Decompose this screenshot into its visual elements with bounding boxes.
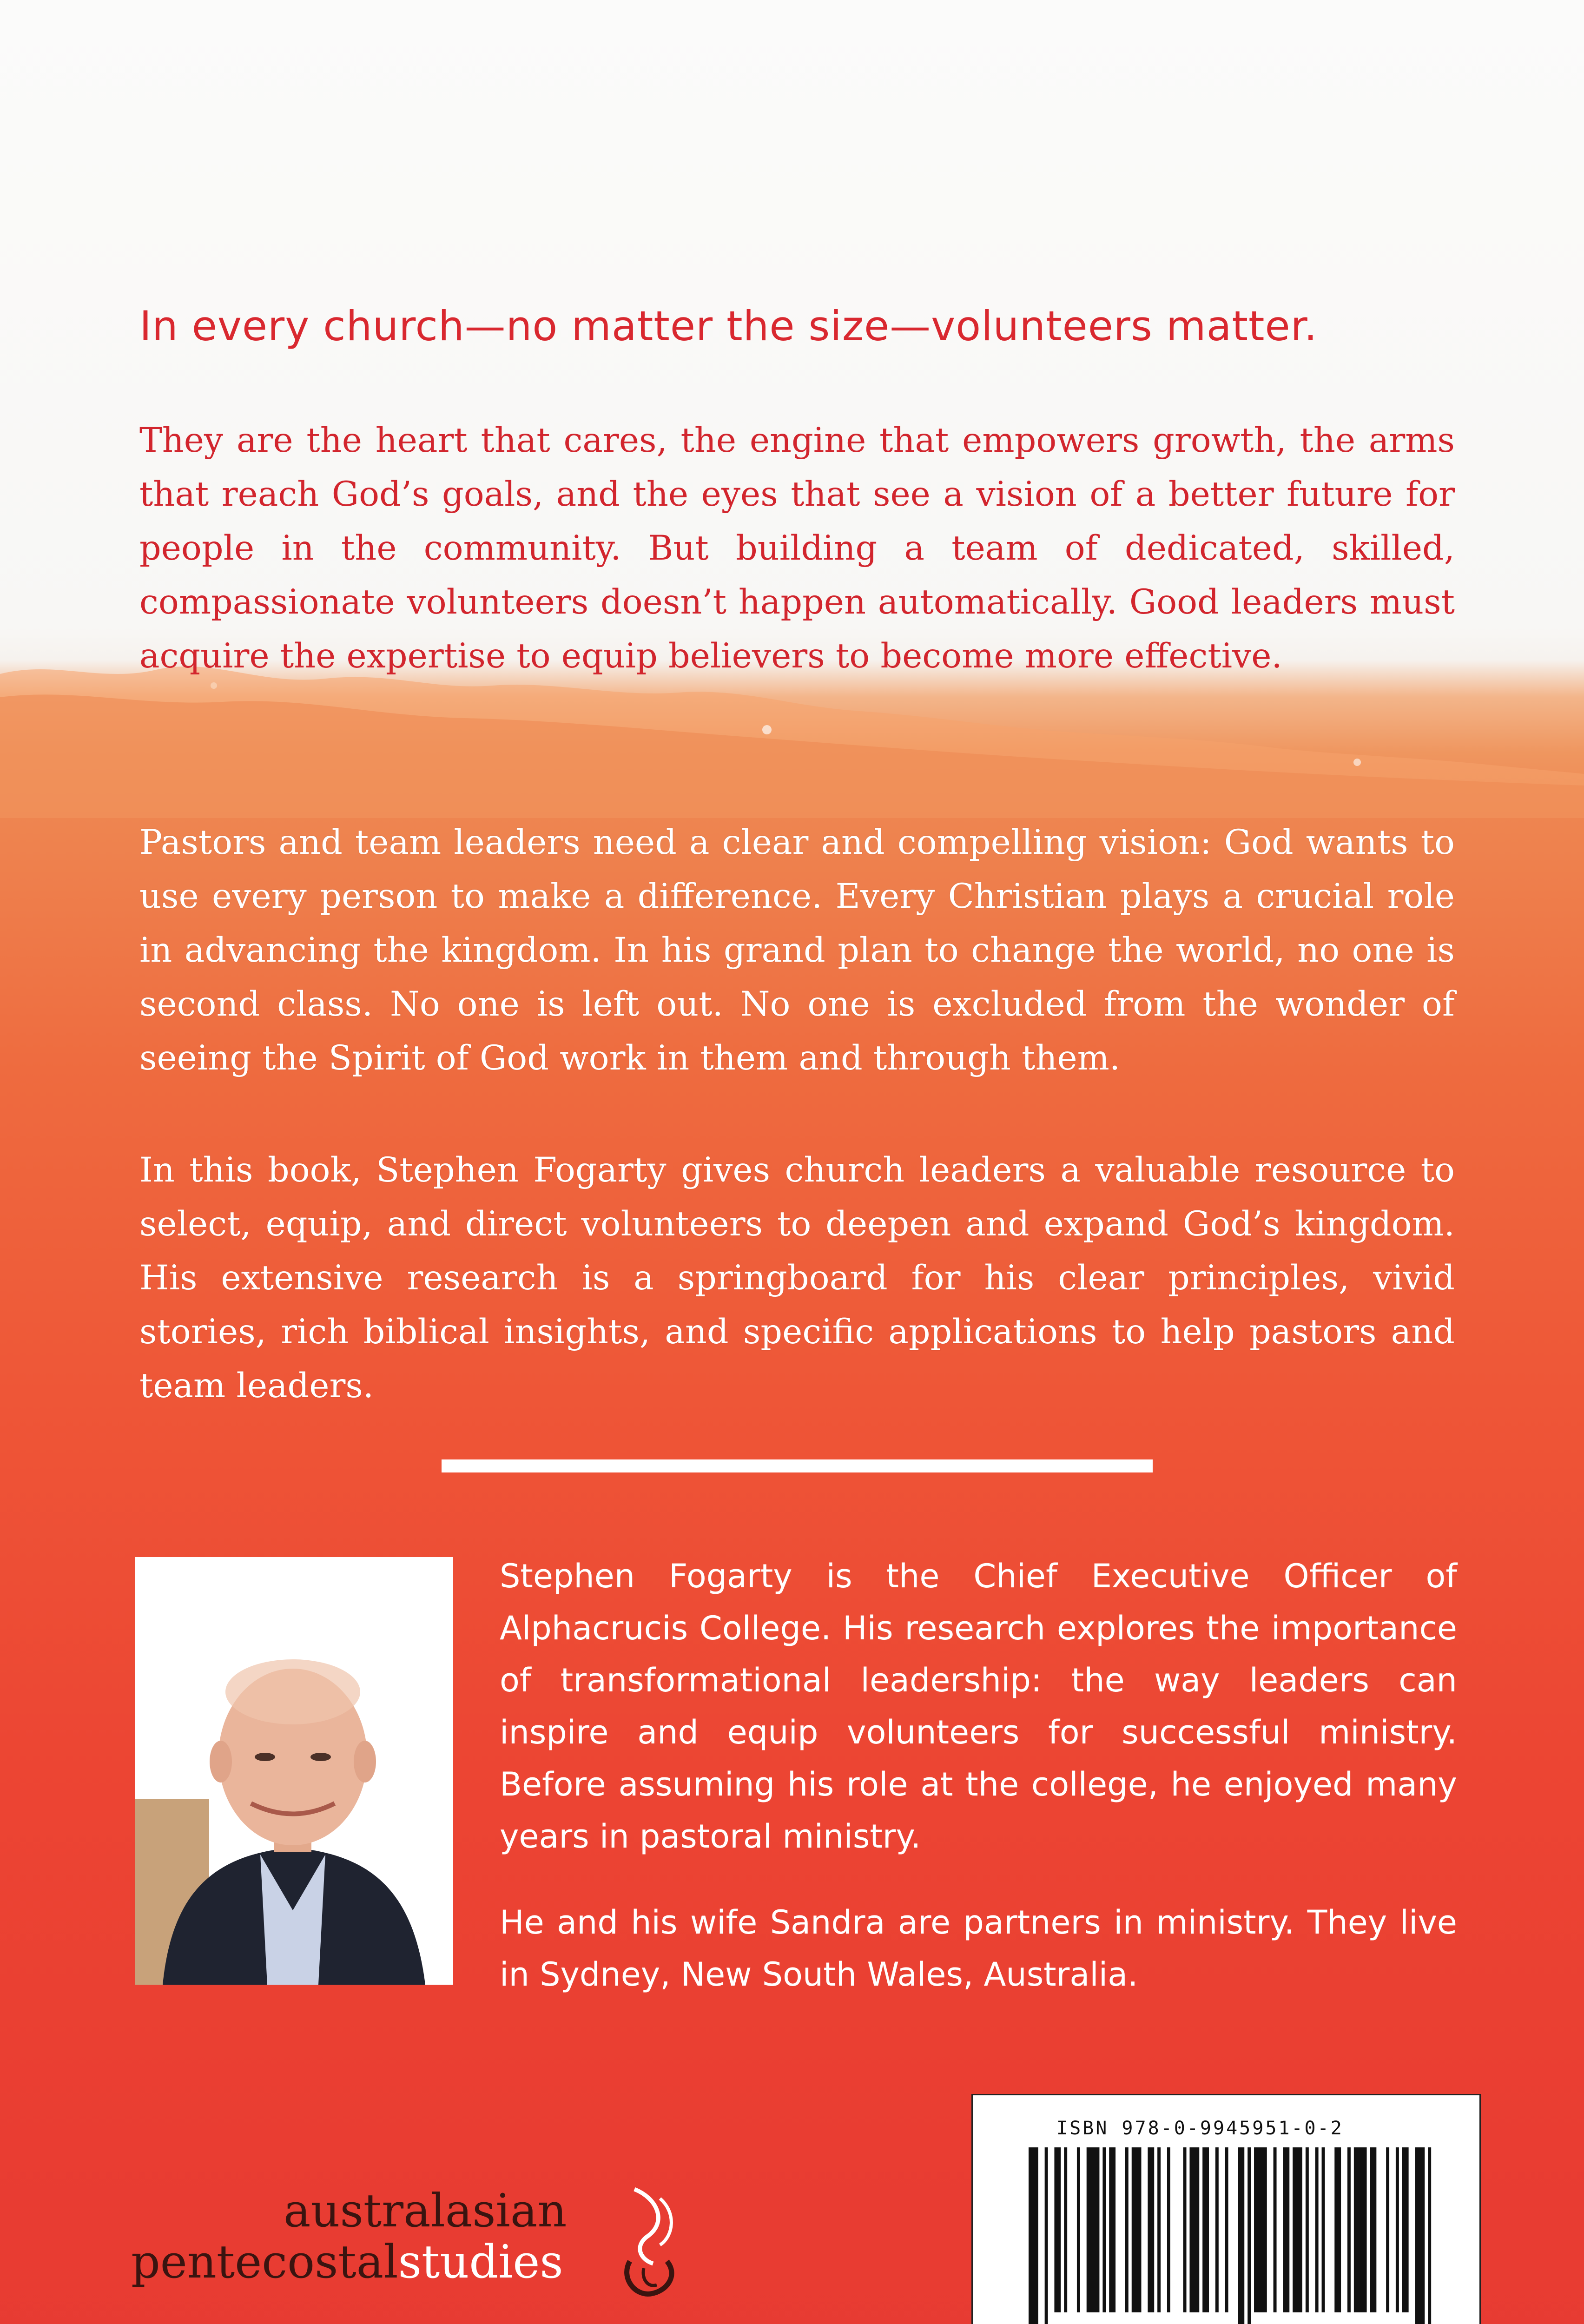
author-family-paragraph: He and his wife Sandra are partners in ministry. They live in Sydney, New South Wales, Australia. [500,1903,1457,1994]
publisher-logo [125,2175,706,2315]
publisher-name-line1: australasian [284,2185,567,2238]
barcode-panel [971,2094,1481,2324]
body-paragraph-vision: Pastors and team leaders need a clear and compelling vision: God wants to use every person to make a difference. Every Christian plays a crucial role in advancing the kingdom. In his grand plan to change the world, no one is second class. No one is left out. No one is excluded from the wonder of seeing the Spirit of God work in them and through them. [139,823,1455,1078]
headline: In every church—no matter the size—volunteers matter. [139,302,1318,350]
intro-paragraph: They are the heart that cares, the engine that empowers growth, the arms that reach God’s goals, and the eyes that see a vision of a better future for people in the community. But building a team of dedicated, skilled, compassionate volunteers doesn’t happen automatically. Good leaders must acquire the expertise to equip believers to become more effective. [139,421,1455,676]
publisher-name-line2 [131,2236,563,2289]
divider-rule [442,1459,1153,1472]
publisher-name-studies: studies [398,2236,563,2289]
author-bio-paragraph: Stephen Fogarty is the Chief Executive Officer of Alphacrucis College. His research explores the importance of transformational leadership: the way leaders can inspire and equip volunteers for successful ministry. Before assuming his role at the college, he enjoyed many years in pastoral ministry. [500,1557,1457,1855]
author-photo [135,1557,453,1985]
barcode-bars [1029,2147,1438,2324]
isbn-label: ISBN 978-0-9945951-0-2 [1056,2118,1344,2139]
flame-mark-icon [616,2180,686,2301]
body-paragraph-book: In this book, Stephen Fogarty gives church leaders a valuable resource to select, equip, and direct volunteers to deepen and expand God’s kingdom. His extensive research is a springboard for his clear principles, vivid stories, rich biblical insights, and specific applications to help pastors and team leaders. [139,1150,1455,1406]
publisher-name-pentecostal: pentecostal [131,2236,398,2289]
